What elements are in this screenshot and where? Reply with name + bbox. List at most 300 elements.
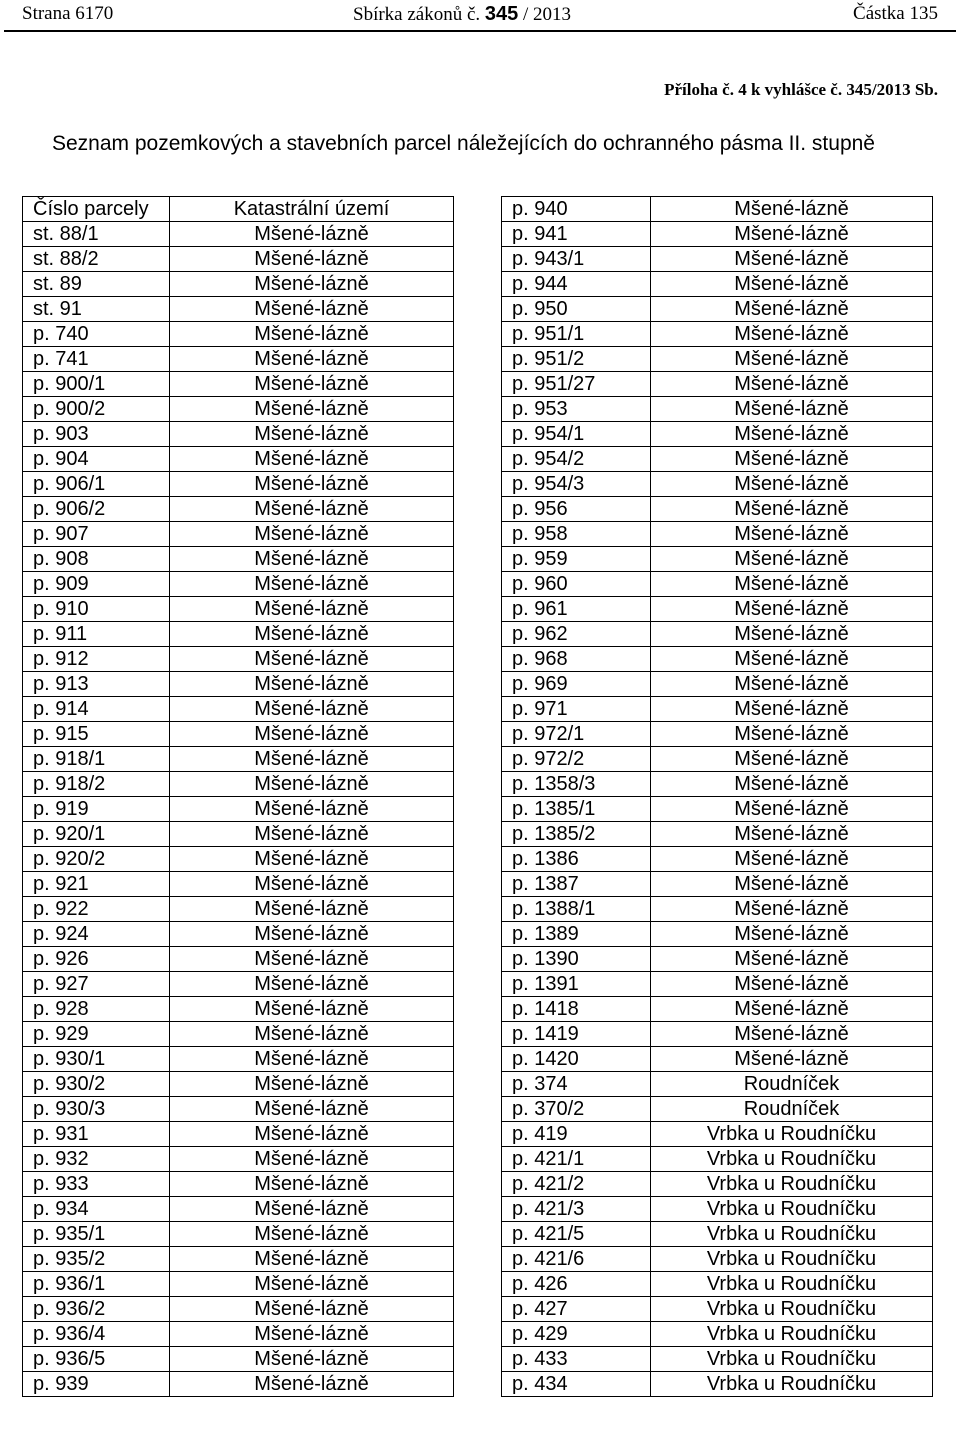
parcel-number-cell: p. 421/5 xyxy=(502,1222,651,1247)
parcel-number-cell: p. 922 xyxy=(23,897,170,922)
parcel-number-cell: p. 421/6 xyxy=(502,1247,651,1272)
parcel-number-cell: p. 429 xyxy=(502,1322,651,1347)
cadastral-area-cell: Mšené-lázně xyxy=(651,797,933,822)
table-row xyxy=(23,547,454,572)
parcel-number-cell: p. 924 xyxy=(23,922,170,947)
cadastral-area-cell: Mšené-lázně xyxy=(170,872,454,897)
parcel-number-cell: p. 936/5 xyxy=(23,1347,170,1372)
parcel-number-cell: p. 951/1 xyxy=(502,322,651,347)
cadastral-area-cell: Mšené-lázně xyxy=(651,422,933,447)
cadastral-area-cell: Mšené-lázně xyxy=(170,522,454,547)
page-number: Strana 6170 xyxy=(22,3,114,24)
table-row xyxy=(23,1172,454,1197)
table-row xyxy=(502,322,933,347)
table-row xyxy=(502,747,933,772)
table-row xyxy=(502,272,933,297)
parcel-number-cell: p. 960 xyxy=(502,572,651,597)
table-row xyxy=(502,1297,933,1322)
parcel-number-cell: p. 934 xyxy=(23,1197,170,1222)
cadastral-area-cell: Mšené-lázně xyxy=(651,222,933,247)
parcel-number-cell: p. 1358/3 xyxy=(502,772,651,797)
parcel-number-cell: p. 954/1 xyxy=(502,422,651,447)
parcel-number-cell: p. 943/1 xyxy=(502,247,651,272)
parcel-number-cell: p. 968 xyxy=(502,647,651,672)
cadastral-area-cell: Mšené-lázně xyxy=(170,697,454,722)
parcel-number-cell: p. 936/4 xyxy=(23,1322,170,1347)
table-row xyxy=(502,1147,933,1172)
parcel-number-cell: p. 1419 xyxy=(502,1022,651,1047)
table-row xyxy=(23,622,454,647)
cadastral-area-cell: Vrbka u Roudníčku xyxy=(651,1147,933,1172)
parcel-number-cell: p. 912 xyxy=(23,647,170,672)
cadastral-area-cell: Mšené-lázně xyxy=(651,472,933,497)
table-row xyxy=(23,797,454,822)
cadastral-area-cell: Mšené-lázně xyxy=(651,672,933,697)
table-row xyxy=(23,1197,454,1222)
table-row xyxy=(502,1222,933,1247)
table-row xyxy=(23,247,454,272)
parcel-number-cell: p. 930/3 xyxy=(23,1097,170,1122)
table-row xyxy=(23,772,454,797)
table-row xyxy=(502,347,933,372)
parcel-number-cell: p. 1386 xyxy=(502,847,651,872)
parcel-number-cell: p. 434 xyxy=(502,1372,651,1397)
page-header xyxy=(0,0,960,31)
table-row xyxy=(23,872,454,897)
cadastral-area-cell: Mšené-lázně xyxy=(651,547,933,572)
cadastral-area-cell: Mšené-lázně xyxy=(651,522,933,547)
cadastral-area-cell: Mšené-lázně xyxy=(170,1147,454,1172)
cadastral-area-cell: Mšené-lázně xyxy=(651,947,933,972)
cadastral-area-cell: Vrbka u Roudníčku xyxy=(651,1222,933,1247)
parcel-number-cell: p. 1385/2 xyxy=(502,822,651,847)
table-row xyxy=(23,897,454,922)
cadastral-area-cell: Mšené-lázně xyxy=(170,1122,454,1147)
parcel-number-cell: p. 950 xyxy=(502,297,651,322)
parcel-number-cell: p. 1390 xyxy=(502,947,651,972)
table-row xyxy=(502,397,933,422)
parcel-number-cell: p. 907 xyxy=(23,522,170,547)
parcel-number-cell: p. 1418 xyxy=(502,997,651,1022)
table-row xyxy=(502,1047,933,1072)
parcel-number-cell: p. 1389 xyxy=(502,922,651,947)
cadastral-area-cell: Mšené-lázně xyxy=(651,622,933,647)
table-row xyxy=(502,622,933,647)
parcel-number-cell: p. 741 xyxy=(23,347,170,372)
table-row xyxy=(23,422,454,447)
parcel-number-cell: st. 89 xyxy=(23,272,170,297)
parcel-number-cell: p. 1387 xyxy=(502,872,651,897)
table-row xyxy=(23,322,454,347)
table-row xyxy=(23,347,454,372)
cadastral-area-cell: Vrbka u Roudníčku xyxy=(651,1172,933,1197)
cadastral-area-cell: Vrbka u Roudníčku xyxy=(651,1347,933,1372)
cadastral-area-cell: Vrbka u Roudníčku xyxy=(651,1122,933,1147)
table-row xyxy=(502,1322,933,1347)
table-row xyxy=(502,647,933,672)
table-row xyxy=(502,997,933,1022)
cadastral-area-cell: Mšené-lázně xyxy=(651,722,933,747)
cadastral-area-cell: Mšené-lázně xyxy=(170,972,454,997)
cadastral-area-cell: Mšené-lázně xyxy=(651,972,933,997)
cadastral-area-cell: Mšené-lázně xyxy=(170,747,454,772)
cadastral-area-cell: Mšené-lázně xyxy=(651,697,933,722)
parcel-number-cell: p. 972/2 xyxy=(502,747,651,772)
parcel-number-cell: p. 421/2 xyxy=(502,1172,651,1197)
table-row xyxy=(23,1097,454,1122)
cadastral-area-cell: Mšené-lázně xyxy=(170,1372,454,1397)
cadastral-area-cell: Mšené-lázně xyxy=(170,272,454,297)
table-row xyxy=(502,797,933,822)
cadastral-area-cell: Vrbka u Roudníčku xyxy=(651,1297,933,1322)
table-row xyxy=(502,897,933,922)
table-row xyxy=(502,1097,933,1122)
cadastral-area-cell: Vrbka u Roudníčku xyxy=(651,1272,933,1297)
parcel-number-cell: p. 958 xyxy=(502,522,651,547)
table-header-row xyxy=(23,197,454,222)
table-row xyxy=(502,1072,933,1097)
cadastral-area-cell: Mšené-lázně xyxy=(170,822,454,847)
table-row xyxy=(502,422,933,447)
collection-year: / 2013 xyxy=(523,4,572,25)
table-row xyxy=(23,1147,454,1172)
table-row xyxy=(23,747,454,772)
cadastral-area-cell: Mšené-lázně xyxy=(651,322,933,347)
parcel-number-cell: p. 1385/1 xyxy=(502,797,651,822)
parcel-number-cell: p. 1420 xyxy=(502,1047,651,1072)
cadastral-area-cell: Mšené-lázně xyxy=(170,222,454,247)
cadastral-area-cell: Mšené-lázně xyxy=(651,497,933,522)
parcel-number-cell: p. 421/1 xyxy=(502,1147,651,1172)
cadastral-area-cell: Mšené-lázně xyxy=(170,672,454,697)
table-row xyxy=(502,972,933,997)
cadastral-area-cell: Mšené-lázně xyxy=(170,397,454,422)
table-row xyxy=(502,572,933,597)
parcel-number-cell: p. 421/3 xyxy=(502,1197,651,1222)
table-row xyxy=(23,1047,454,1072)
cadastral-area-cell: Mšené-lázně xyxy=(170,1222,454,1247)
annex-label: Příloha č. 4 k vyhlášce č. 345/2013 Sb. xyxy=(664,80,938,99)
parcel-number-cell: p. 1391 xyxy=(502,972,651,997)
parcel-number-cell: p. 940 xyxy=(502,197,651,222)
cadastral-area-cell: Mšené-lázně xyxy=(170,322,454,347)
table-row xyxy=(23,722,454,747)
cadastral-area-cell: Mšené-lázně xyxy=(170,1322,454,1347)
cadastral-area-cell: Mšené-lázně xyxy=(651,297,933,322)
parcel-number-cell: st. 88/1 xyxy=(23,222,170,247)
cadastral-area-cell: Mšené-lázně xyxy=(651,397,933,422)
cadastral-area-cell: Mšené-lázně xyxy=(651,1022,933,1047)
parcel-number-cell: st. 88/2 xyxy=(23,247,170,272)
table-row xyxy=(23,1322,454,1347)
cadastral-area-cell: Mšené-lázně xyxy=(651,597,933,622)
table-row xyxy=(502,672,933,697)
table-row xyxy=(23,597,454,622)
cadastral-area-cell: Mšené-lázně xyxy=(170,472,454,497)
table-row xyxy=(502,697,933,722)
cadastral-area-cell: Mšené-lázně xyxy=(651,822,933,847)
cadastral-area-cell: Mšené-lázně xyxy=(651,197,933,222)
table-row xyxy=(23,297,454,322)
parcel-number-cell: p. 931 xyxy=(23,1122,170,1147)
parcel-number-cell: p. 944 xyxy=(502,272,651,297)
parcel-number-cell: p. 920/1 xyxy=(23,822,170,847)
table-row xyxy=(23,497,454,522)
collection-name: Sbírka zákonů č. xyxy=(353,4,481,25)
table-row xyxy=(23,1022,454,1047)
parcel-number-cell: p. 921 xyxy=(23,872,170,897)
parcel-number-cell: p. 954/2 xyxy=(502,447,651,472)
parcel-number-cell: p. 370/2 xyxy=(502,1097,651,1122)
cadastral-area-cell: Mšené-lázně xyxy=(170,797,454,822)
table-row xyxy=(23,572,454,597)
table-row xyxy=(502,1172,933,1197)
cadastral-area-cell: Mšené-lázně xyxy=(651,922,933,947)
table-row xyxy=(23,522,454,547)
cadastral-area-cell: Mšené-lázně xyxy=(651,647,933,672)
table-row xyxy=(502,297,933,322)
parcel-number-cell: p. 959 xyxy=(502,547,651,572)
parcel-number-cell: p. 935/2 xyxy=(23,1247,170,1272)
parcel-number-cell: p. 911 xyxy=(23,622,170,647)
parcel-number-cell: p. 908 xyxy=(23,547,170,572)
parcel-number-cell: p. 915 xyxy=(23,722,170,747)
collection-reference xyxy=(353,3,571,26)
cadastral-area-cell: Mšené-lázně xyxy=(170,547,454,572)
parcel-number-cell: p. 933 xyxy=(23,1172,170,1197)
table-row xyxy=(23,672,454,697)
cadastral-area-cell: Mšené-lázně xyxy=(651,897,933,922)
cadastral-area-cell: Mšené-lázně xyxy=(170,247,454,272)
cadastral-area-cell: Mšené-lázně xyxy=(170,997,454,1022)
table-row xyxy=(23,847,454,872)
table-row xyxy=(23,397,454,422)
collection-number: 345 xyxy=(484,3,519,25)
parcel-number-cell: p. 956 xyxy=(502,497,651,522)
table-row xyxy=(23,972,454,997)
table-row xyxy=(23,372,454,397)
table-row xyxy=(502,597,933,622)
cadastral-area-cell: Mšené-lázně xyxy=(170,1197,454,1222)
table-row xyxy=(502,1247,933,1272)
table-row xyxy=(502,1372,933,1397)
cadastral-area-cell: Mšené-lázně xyxy=(170,1347,454,1372)
cadastral-area-cell: Mšené-lázně xyxy=(651,747,933,772)
cadastral-area-cell: Mšené-lázně xyxy=(170,372,454,397)
cadastral-area-cell: Mšené-lázně xyxy=(170,847,454,872)
table-row xyxy=(502,1197,933,1222)
table-row xyxy=(23,1272,454,1297)
parcel-number-cell: p. 961 xyxy=(502,597,651,622)
table-row xyxy=(502,1122,933,1147)
parcel-number-cell: p. 433 xyxy=(502,1347,651,1372)
cadastral-area-cell: Mšené-lázně xyxy=(170,947,454,972)
cadastral-area-cell: Mšené-lázně xyxy=(651,772,933,797)
parcel-number-cell: p. 1388/1 xyxy=(502,897,651,922)
table-row xyxy=(23,1222,454,1247)
table-row xyxy=(502,497,933,522)
parcel-number-cell: p. 900/1 xyxy=(23,372,170,397)
table-row xyxy=(23,822,454,847)
parcel-number-cell: p. 740 xyxy=(23,322,170,347)
cadastral-area-cell: Mšené-lázně xyxy=(651,372,933,397)
table-row xyxy=(502,1272,933,1297)
table-row xyxy=(502,247,933,272)
table-row xyxy=(502,822,933,847)
cadastral-area-cell: Mšené-lázně xyxy=(170,572,454,597)
table-row xyxy=(502,547,933,572)
cadastral-area-cell: Mšené-lázně xyxy=(170,1172,454,1197)
parcel-number-cell: p. 918/1 xyxy=(23,747,170,772)
parcel-number-cell: p. 929 xyxy=(23,1022,170,1047)
cadastral-area-cell: Mšené-lázně xyxy=(651,997,933,1022)
cadastral-area-cell: Katastrální území xyxy=(170,197,454,222)
cadastral-area-cell: Mšené-lázně xyxy=(170,1272,454,1297)
parcel-number-cell: p. 903 xyxy=(23,422,170,447)
table-row xyxy=(502,772,933,797)
cadastral-area-cell: Mšené-lázně xyxy=(651,872,933,897)
table-row xyxy=(502,372,933,397)
parcel-number-cell: p. 969 xyxy=(502,672,651,697)
parcel-number-cell: p. 909 xyxy=(23,572,170,597)
cadastral-area-cell: Mšené-lázně xyxy=(170,597,454,622)
cadastral-area-cell: Vrbka u Roudníčku xyxy=(651,1372,933,1397)
table-row xyxy=(23,1247,454,1272)
table-row xyxy=(23,272,454,297)
parcel-number-cell: p. 920/2 xyxy=(23,847,170,872)
table-row xyxy=(23,222,454,247)
parcel-number-cell: p. 918/2 xyxy=(23,772,170,797)
parcel-number-cell: p. 953 xyxy=(502,397,651,422)
cadastral-area-cell: Mšené-lázně xyxy=(170,297,454,322)
parcel-number-cell: p. 932 xyxy=(23,1147,170,1172)
cadastral-area-cell: Mšené-lázně xyxy=(170,647,454,672)
cadastral-area-cell: Vrbka u Roudníčku xyxy=(651,1247,933,1272)
cadastral-area-cell: Mšené-lázně xyxy=(651,1047,933,1072)
parcel-number-cell: p. 936/2 xyxy=(23,1297,170,1322)
parcel-number-cell: p. 954/3 xyxy=(502,472,651,497)
page-title: Seznam pozemkových a stavebních parcel náležejících do ochranného pásma II. stupně xyxy=(52,132,875,155)
parcel-number-cell: p. 427 xyxy=(502,1297,651,1322)
parcel-number-cell: p. 906/2 xyxy=(23,497,170,522)
table-row xyxy=(23,1297,454,1322)
table-row xyxy=(23,697,454,722)
parcel-number-cell: p. 972/1 xyxy=(502,722,651,747)
table-row xyxy=(23,1072,454,1097)
parcel-number-cell: p. 951/2 xyxy=(502,347,651,372)
cadastral-area-cell: Mšené-lázně xyxy=(170,1022,454,1047)
table-row xyxy=(23,922,454,947)
table-row xyxy=(502,197,933,222)
table-row xyxy=(23,1347,454,1372)
parcel-table-right xyxy=(501,196,933,1397)
cadastral-area-cell: Vrbka u Roudníčku xyxy=(651,1322,933,1347)
part-number: Částka 135 xyxy=(853,3,938,24)
parcel-number-cell: p. 971 xyxy=(502,697,651,722)
cadastral-area-cell: Mšené-lázně xyxy=(170,772,454,797)
cadastral-area-cell: Mšené-lázně xyxy=(170,1047,454,1072)
cadastral-area-cell: Mšené-lázně xyxy=(170,1297,454,1322)
cadastral-area-cell: Vrbka u Roudníčku xyxy=(651,1197,933,1222)
table-row xyxy=(502,472,933,497)
parcel-number-cell: p. 914 xyxy=(23,697,170,722)
cadastral-area-cell: Mšené-lázně xyxy=(170,1072,454,1097)
parcel-number-cell: p. 941 xyxy=(502,222,651,247)
parcel-number-cell: p. 374 xyxy=(502,1072,651,1097)
parcel-number-cell: Číslo parcely xyxy=(23,197,170,222)
parcel-number-cell: p. 900/2 xyxy=(23,397,170,422)
cadastral-area-cell: Roudníček xyxy=(651,1072,933,1097)
parcel-number-cell: p. 935/1 xyxy=(23,1222,170,1247)
cadastral-area-cell: Mšené-lázně xyxy=(651,272,933,297)
parcel-number-cell: p. 913 xyxy=(23,672,170,697)
parcel-number-cell: p. 930/1 xyxy=(23,1047,170,1072)
parcel-number-cell: p. 927 xyxy=(23,972,170,997)
cadastral-area-cell: Mšené-lázně xyxy=(651,847,933,872)
cadastral-area-cell: Mšené-lázně xyxy=(170,1097,454,1122)
table-row xyxy=(502,222,933,247)
table-row xyxy=(502,872,933,897)
table-row xyxy=(502,1347,933,1372)
table-row xyxy=(502,922,933,947)
cadastral-area-cell: Mšené-lázně xyxy=(170,497,454,522)
cadastral-area-cell: Mšené-lázně xyxy=(170,1247,454,1272)
table-row xyxy=(23,1372,454,1397)
cadastral-area-cell: Roudníček xyxy=(651,1097,933,1122)
parcel-number-cell: p. 928 xyxy=(23,997,170,1022)
cadastral-area-cell: Mšené-lázně xyxy=(170,622,454,647)
parcel-number-cell: p. 951/27 xyxy=(502,372,651,397)
table-row xyxy=(23,997,454,1022)
cadastral-area-cell: Mšené-lázně xyxy=(651,347,933,372)
table-row xyxy=(502,447,933,472)
parcel-number-cell: p. 926 xyxy=(23,947,170,972)
table-row xyxy=(23,947,454,972)
table-row xyxy=(502,847,933,872)
parcel-number-cell: p. 930/2 xyxy=(23,1072,170,1097)
table-row xyxy=(502,522,933,547)
parcel-number-cell: p. 904 xyxy=(23,447,170,472)
cadastral-area-cell: Mšené-lázně xyxy=(651,447,933,472)
cadastral-area-cell: Mšené-lázně xyxy=(651,572,933,597)
parcel-number-cell: p. 910 xyxy=(23,597,170,622)
parcel-number-cell: p. 919 xyxy=(23,797,170,822)
parcel-number-cell: p. 939 xyxy=(23,1372,170,1397)
parcel-table-left xyxy=(22,196,454,1397)
table-row xyxy=(23,472,454,497)
parcel-number-cell: p. 906/1 xyxy=(23,472,170,497)
parcel-number-cell: p. 426 xyxy=(502,1272,651,1297)
parcel-number-cell: p. 936/1 xyxy=(23,1272,170,1297)
cadastral-area-cell: Mšené-lázně xyxy=(170,722,454,747)
cadastral-area-cell: Mšené-lázně xyxy=(170,897,454,922)
table-row xyxy=(23,447,454,472)
table-row xyxy=(23,1122,454,1147)
cadastral-area-cell: Mšené-lázně xyxy=(170,422,454,447)
table-row xyxy=(502,947,933,972)
parcel-number-cell: p. 962 xyxy=(502,622,651,647)
parcel-number-cell: p. 419 xyxy=(502,1122,651,1147)
table-row xyxy=(502,722,933,747)
cadastral-area-cell: Mšené-lázně xyxy=(651,247,933,272)
table-row xyxy=(23,647,454,672)
cadastral-area-cell: Mšené-lázně xyxy=(170,347,454,372)
table-row xyxy=(502,1022,933,1047)
cadastral-area-cell: Mšené-lázně xyxy=(170,447,454,472)
header-rule xyxy=(4,30,956,32)
cadastral-area-cell: Mšené-lázně xyxy=(170,922,454,947)
parcel-number-cell: st. 91 xyxy=(23,297,170,322)
